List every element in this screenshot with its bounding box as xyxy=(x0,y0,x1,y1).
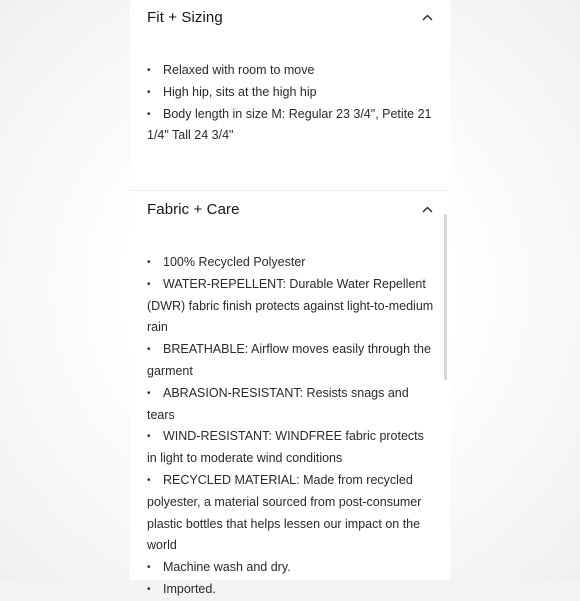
chevron-up-icon[interactable] xyxy=(421,11,433,23)
list-item: • Imported. xyxy=(147,581,216,596)
fit-sizing-header[interactable] xyxy=(147,5,433,29)
fit-sizing-list xyxy=(147,60,435,147)
list-item: • WIND-RESISTANT: WINDFREE fabric protects in light to moderate wind conditions xyxy=(147,429,424,466)
list-item: • WATER-REPELLENT: Durable Water Repellent (DWR) fabric finish protects against light-to-medium rain xyxy=(147,276,434,335)
fabric-care-header[interactable] xyxy=(147,197,433,221)
list-item: • 100% Recycled Polyester xyxy=(147,255,306,269)
list-item: • BREATHABLE: Airflow moves easily through the garment xyxy=(147,342,431,378)
chevron-up-icon[interactable] xyxy=(421,203,433,215)
scrollbar-thumb[interactable] xyxy=(444,214,447,380)
fit-sizing-title: Fit + Sizing xyxy=(147,8,223,26)
list-item: • Body length in size M: Regular 23 3/4", Petite 21 1/4" Tall 24 3/4" xyxy=(147,106,432,143)
section-divider xyxy=(130,190,450,191)
list-item: • ABRASION-RESISTANT: Resists snags and tears xyxy=(147,385,409,422)
list-item: • Relaxed with room to move xyxy=(147,63,315,77)
list-item: • Machine wash and dry. xyxy=(147,560,291,575)
product-details-panel xyxy=(130,0,450,596)
list-item: • RECYCLED MATERIAL: Made from recycled polyester, a material sourced from post-consumer plastic bottles that helps lessen our impact on the world xyxy=(147,472,422,553)
list-item: • High hip, sits at the high hip xyxy=(147,84,317,99)
fabric-care-list xyxy=(147,252,435,601)
fabric-care-title: Fabric + Care xyxy=(147,200,240,218)
